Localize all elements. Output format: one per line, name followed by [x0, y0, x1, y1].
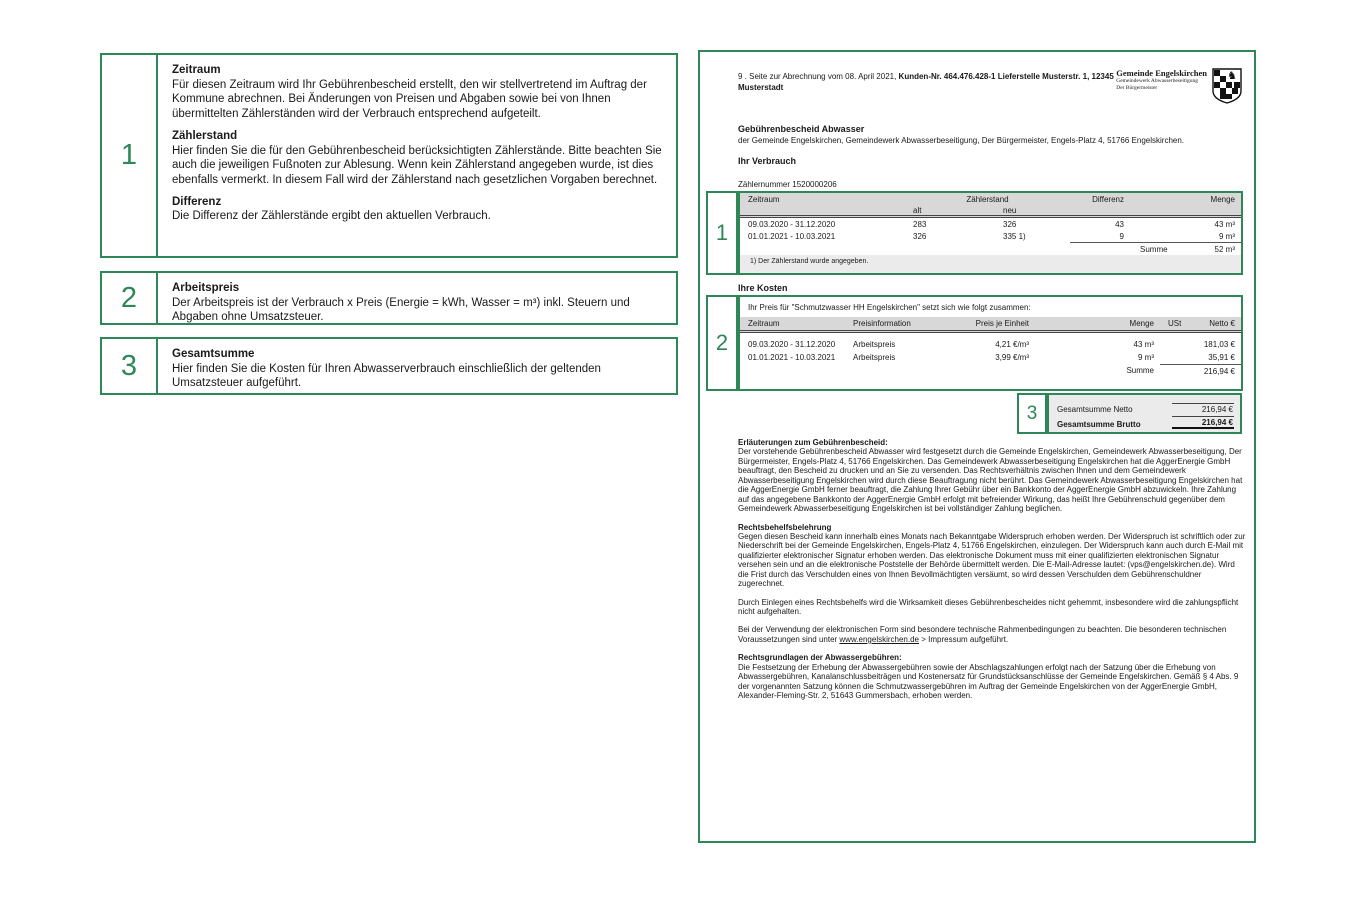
col-differenz: Differenz — [1092, 195, 1124, 204]
legend-number-3: 3 — [102, 339, 158, 393]
consumption-row — [740, 230, 1241, 242]
cell-zeitraum: 01.01.2021 - 10.03.2021 — [748, 231, 836, 241]
legend-section-text: Für diesen Zeitraum wird Ihr Gebührenbescheid erstellt, den wir stellvertretend im Auftrag der Kommune abrechnen. Bei Änderungen von Preisen und Abgaben sowie bei von Ihnen übermittelten Zählerständen wird der Verbrauch entsprechend aufgeteilt. — [172, 78, 647, 121]
cell-neu: 335 1) — [1003, 231, 1026, 241]
legend-content-2 — [158, 273, 676, 323]
cell-menge: 9 m³ — [1138, 353, 1154, 362]
cell-preis: 3,99 €/m³ — [995, 353, 1029, 362]
totals-box — [1047, 393, 1242, 434]
municipality-name: Gemeinde Engelskirchen — [1116, 68, 1207, 78]
sum-value: 52 m³ — [1214, 244, 1235, 254]
cell-preisinformation: Arbeitspreis — [853, 353, 896, 362]
legend-box-3 — [100, 337, 678, 395]
costs-row — [740, 351, 1241, 364]
consumption-footnote: 1) Der Zählerstand wurde angegeben. — [740, 255, 1241, 270]
legend-section-title: Arbeitspreis — [172, 282, 240, 294]
legal-basis-heading: Rechtsgrundlagen der Abwassergebühren: — [738, 653, 902, 663]
col-preisinformation: Preisinformation — [853, 319, 911, 328]
marker-3-totals — [1017, 393, 1047, 434]
totals-brutto-row — [1057, 414, 1234, 429]
col-zeitraum: Zeitraum — [748, 319, 780, 328]
legend-number-2: 2 — [102, 273, 158, 323]
customer-number-text: Kunden-Nr. 464.476.428-1 Lieferstelle Musterstr. 1, 12345 Musterstadt — [738, 72, 1114, 92]
cell-zeitraum: 09.03.2020 - 31.12.2020 — [748, 219, 836, 229]
marker-3-number: 3 — [1026, 402, 1038, 424]
consumption-header-row — [740, 193, 1241, 206]
costs-sum-row — [740, 364, 1241, 377]
cell-zeitraum: 01.01.2021 - 10.03.2021 — [748, 353, 836, 362]
marker-2-costs — [706, 295, 738, 391]
consumption-row — [740, 218, 1241, 230]
sum-label: Summe — [1140, 244, 1168, 254]
sum-label: Summe — [1126, 366, 1154, 375]
legend-content-1 — [158, 55, 676, 256]
legend-section-text: Hier finden Sie die für den Gebührenbescheid berücksichtigten Zählerstände. Bitte beachten Sie auch die jeweiligen Fußnoten zur Ablesung. Wenn kein Zählerstand angegeben wurde, ist dies ebenfalls vermerkt. In diesem Fall wird der Zählerstand nach gesetzlichen Vorgaben berechnet. — [172, 144, 662, 187]
appeal-paragraph-3 — [738, 625, 1246, 644]
legend-section-text: Der Arbeitspreis ist der Verbrauch x Preis (Energie = kWh, Wasser = m³) inkl. Steuern und Abgaben ohne Umsatzsteuer. — [172, 296, 630, 324]
totals-brutto-value: 216,94 € — [1172, 416, 1234, 429]
cell-netto: 181,03 € — [1203, 340, 1235, 349]
cell-zeitraum: 09.03.2020 - 31.12.2020 — [748, 340, 836, 349]
appeal-paragraph-1: Gegen diesen Bescheid kann innerhalb eines Monats nach Bekanntgabe Widerspruch erhoben werden. Der Widerspruch ist schriftlich oder zur Niederschrift bei der Gemeinde Engelskirchen, Engels-Platz 4, 51766 Engelskirchen, einzulegen. Der Widerspruch kann auch durch E-Mail mit qualifizierter elektronischer Signatur erhoben werden. Das elektronische Dokument muss mit einer qualifizierten elektronischen Signatur versehen sein und an die elektronische Poststelle der Behörde übermittelt werden. Die E-Mail-Adresse lautet: (vps@engelskirchen.de). Wird die Frist durch das Verschulden eines von Ihnen Bevollmächtigten versäumt, so wird dessen Verschulden dem Gebührenschuldner zugerechnet. — [738, 531, 1246, 589]
appeal-paragraph-3-post: > Impressum aufgeführt. — [919, 634, 1009, 644]
cell-menge: 9 m³ — [1219, 231, 1235, 241]
costs-heading: Ihre Kosten — [738, 283, 788, 293]
col-ust: USt — [1168, 319, 1182, 328]
col-menge: Menge — [1129, 319, 1154, 328]
costs-table — [738, 295, 1243, 391]
totals-netto-row — [1057, 399, 1234, 414]
explanations-heading: Erläuterungen zum Gebührenbescheid: — [738, 438, 888, 447]
col-alt: alt — [913, 206, 922, 215]
legend-section-text: Hier finden Sie die Kosten für Ihren Abwasserverbrauch einschließlich der geltenden Umsatzsteuer aufgeführt. — [172, 362, 601, 390]
cell-neu: 326 — [1003, 219, 1017, 229]
legend-section-title: Gesamtsumme — [172, 348, 255, 360]
consumption-sum-row — [740, 242, 1241, 255]
website-link[interactable]: www.engelskirchen.de — [839, 634, 920, 644]
totals-netto-label: Gesamtsumme Netto — [1057, 405, 1133, 414]
marker-2-number: 2 — [715, 330, 729, 355]
totals-brutto-label: Gesamtsumme Brutto — [1057, 420, 1141, 429]
cell-differenz: 9 — [1119, 231, 1124, 241]
costs-intro-line: Ihr Preis für "Schmutzwasser HH Engelskirchen" setzt sich wie folgt zusammen: — [740, 297, 1241, 317]
col-preis-je-einheit: Preis je Einheit — [975, 319, 1029, 328]
consumption-table — [738, 191, 1243, 275]
document-title: Gebührenbescheid Abwasser — [738, 124, 865, 134]
legend-section-title: Zeitraum — [172, 64, 221, 76]
document-text-sections — [738, 438, 1246, 710]
costs-row — [740, 338, 1241, 351]
cell-differenz: 43 — [1115, 219, 1124, 229]
cell-alt: 283 — [913, 219, 927, 229]
legend-box-1 — [100, 53, 678, 258]
meter-number-label: Zählernummer 1520000206 — [738, 180, 837, 189]
totals-netto-value: 216,94 € — [1172, 403, 1234, 414]
legal-basis-body: Die Festsetzung der Erhebung der Abwassergebühren sowie der Abschlagszahlungen erfolgt nach der Satzung über die Erhebung von Abwassergebühren, Kanalanschlussbeiträgen und Kostenersatz für Grundstücksanschlüsse der Gemeinde Engelskirchen. Gemäß § 4 Abs. 9 der vorgenannten Satzung können die Schmutzwassergebühren im Auftrag der Gemeinde Engelskirchen von der AggerEnergie GmbH, Alexander-Fleming-Str. 2, 51643 Gummersbach, erhoben werden. — [738, 662, 1239, 701]
invoice-document-page — [698, 50, 1256, 843]
municipality-logo — [1116, 68, 1242, 104]
svg-text:♞: ♞ — [1227, 69, 1237, 82]
appeal-heading: Rechtsbehelfsbelehrung — [738, 522, 832, 532]
cell-preisinformation: Arbeitspreis — [853, 340, 896, 349]
col-zaehlerstand: Zählerstand — [966, 195, 1009, 204]
costs-header-row — [740, 317, 1241, 333]
municipality-subline-2: Der Bürgermeister — [1116, 85, 1158, 92]
consumption-subheader-row — [740, 206, 1241, 218]
cell-preis: 4,21 €/m³ — [995, 340, 1029, 349]
document-subtitle: der Gemeinde Engelskirchen, Gemeindewerk Abwasserbeseitigung, Der Bürgermeister, Engels-Platz 4, 51766 Engelskirchen. — [738, 136, 1185, 145]
legend-section-text: Die Differenz der Zählerstände ergibt den aktuellen Verbrauch. — [172, 210, 491, 223]
appeal-paragraph-2: Durch Einlegen eines Rechtsbehelfs wird die Wirksamkeit dieses Gebührenbescheides nicht gehemmt, insbesondere wird die zahlungspflicht nicht aufgehalten. — [738, 597, 1239, 616]
col-menge: Menge — [1210, 195, 1235, 204]
municipality-subline-1: Gemeindewerk Abwasserbeseitigung — [1116, 78, 1198, 84]
legend-box-2 — [100, 271, 678, 325]
legend-section-title: Differenz — [172, 195, 222, 208]
cell-menge: 43 m³ — [1214, 219, 1235, 229]
marker-1-consumption — [706, 191, 738, 275]
page-reference-text: 9 . Seite zur Abrechnung vom 08. April 2021, — [738, 72, 899, 81]
col-zeitraum: Zeitraum — [748, 195, 780, 204]
appeal-paragraph-3-pre: Bei der Verwendung der elektronischen Form sind besondere technische Rahmenbedingungen zu beachten. Die besonderen technischen Voraussetzungen sind unter — [738, 625, 1227, 644]
legend-section-title: Zählerstand — [172, 129, 238, 142]
col-netto: Netto € — [1209, 319, 1235, 328]
coat-of-arms-icon — [1212, 68, 1242, 104]
explanations-body: Der vorstehende Gebührenbescheid Abwasser wird festgesetzt durch die Gemeinde Engelskirchen, Gemeindewerk Abwasserbeseitigung, Der Bürgermeister, Engels-Platz 4, 51766 Engelskirchen. Das Gemeindewerk Abwasserbeseitigung Engelskirchen hat die AggerEnergie GmbH beauftragt, den Bescheid zu drucken und an Sie zu versenden. Das Rechtsverhältnis zwischen Ihnen und dem Gemeindewerk Abwasserbeseitigung Engelskirchen wird durch diese Beauftragung nicht berührt. Das Gemeindewerk Abwasserbeseitigung Engelskirchen hat die AggerEnergie GmbH ferner beauftragt, die Zahlung Ihrer Gebühr über ein Bankkonto der AggerEnergie GmbH abzuwickeln. Ihre Zahlung auf das angegebene Bankkonto der AggerEnergie GmbH erfolgt mit befreiender Wirkung, das heißt Ihre Gebührenschuld gegenüber dem Gemeindewerk Abwasserbeseitigung Engelskirchen ist bei vollständiger Zahlung beglichen. — [738, 447, 1243, 514]
cell-netto: 35,91 € — [1208, 353, 1235, 362]
cell-alt: 326 — [913, 231, 927, 241]
document-header-line — [738, 72, 1138, 94]
col-neu: neu — [1003, 206, 1017, 215]
sum-value: 216,94 € — [1203, 366, 1235, 376]
legend-number-1: 1 — [102, 55, 158, 256]
marker-1-number: 1 — [715, 220, 729, 245]
consumption-heading: Ihr Verbrauch — [738, 156, 797, 166]
logo-text-block — [1116, 68, 1207, 93]
legend-content-3 — [158, 339, 676, 393]
cell-menge: 43 m³ — [1133, 340, 1154, 349]
